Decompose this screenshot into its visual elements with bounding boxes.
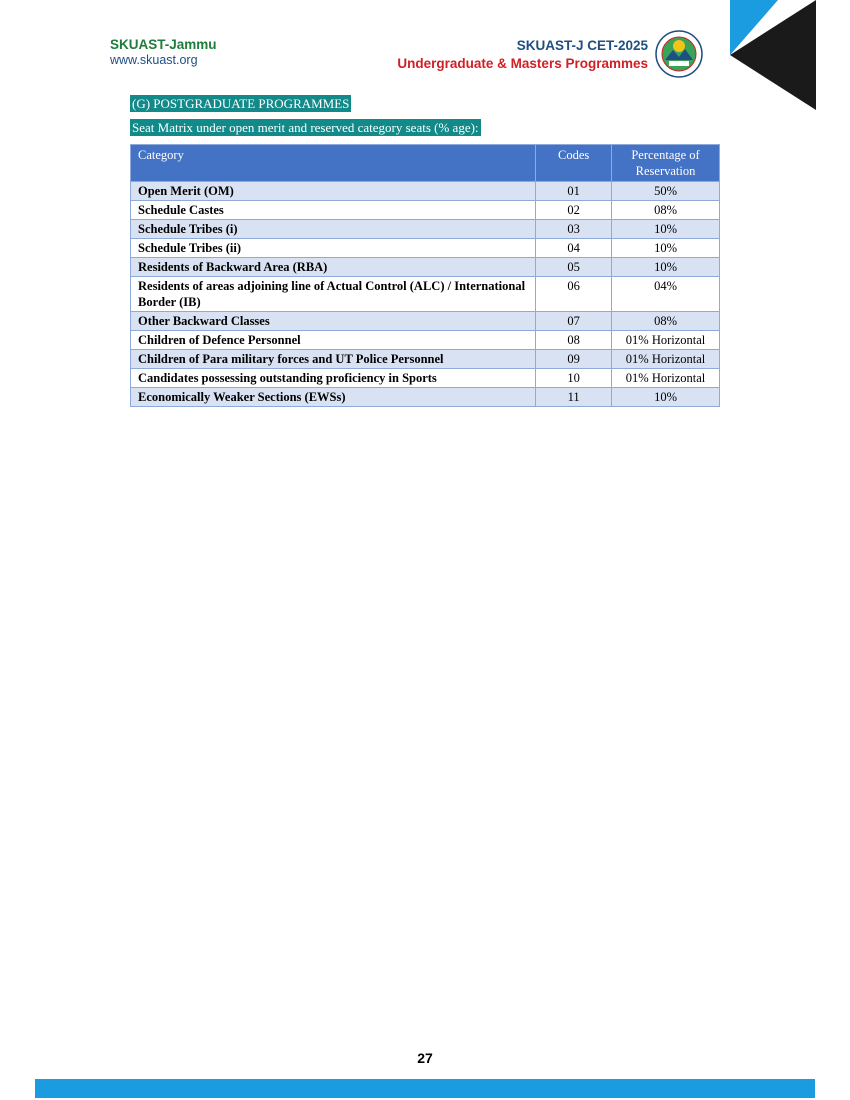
org-name: SKUAST-Jammu xyxy=(110,37,217,52)
code-cell: 06 xyxy=(536,277,612,312)
percentage-cell: 01% Horizontal xyxy=(612,369,720,388)
percentage-cell: 08% xyxy=(612,201,720,220)
code-cell: 03 xyxy=(536,220,612,239)
category-cell: Schedule Castes xyxy=(131,201,536,220)
seat-matrix-table xyxy=(130,144,720,407)
table-row xyxy=(131,331,720,350)
header-left xyxy=(110,37,217,68)
category-cell: Schedule Tribes (ii) xyxy=(131,239,536,258)
percentage-cell: 08% xyxy=(612,312,720,331)
section-subtitle: Seat Matrix under open merit and reserved category seats (% age): xyxy=(132,120,479,135)
programme-title: Undergraduate & Masters Programmes xyxy=(397,56,648,71)
table-row xyxy=(131,220,720,239)
percentage-cell: 10% xyxy=(612,239,720,258)
table-row xyxy=(131,312,720,331)
column-header-percentage: Percentage of Reservation xyxy=(612,145,720,182)
category-cell: Other Backward Classes xyxy=(131,312,536,331)
corner-decoration xyxy=(730,0,816,110)
website-link[interactable]: www.skuast.org xyxy=(110,53,198,67)
table-row xyxy=(131,239,720,258)
percentage-cell: 04% xyxy=(612,277,720,312)
table-row xyxy=(131,201,720,220)
section-title: (G) POSTGRADUATE PROGRAMMES xyxy=(132,96,350,111)
category-cell: Residents of Backward Area (RBA) xyxy=(131,258,536,277)
column-header-codes: Codes xyxy=(536,145,612,182)
percentage-cell: 10% xyxy=(612,388,720,407)
table-header-row xyxy=(131,145,720,182)
category-cell: Candidates possessing outstanding proficiency in Sports xyxy=(131,369,536,388)
percentage-cell: 10% xyxy=(612,258,720,277)
percentage-cell: 10% xyxy=(612,220,720,239)
table-row xyxy=(131,277,720,312)
percentage-cell: 50% xyxy=(612,182,720,201)
code-cell: 08 xyxy=(536,331,612,350)
category-cell: Children of Defence Personnel xyxy=(131,331,536,350)
exam-title: SKUAST-J CET-2025 xyxy=(516,38,648,53)
code-cell: 11 xyxy=(536,388,612,407)
table-row xyxy=(131,182,720,201)
code-cell: 05 xyxy=(536,258,612,277)
code-cell: 09 xyxy=(536,350,612,369)
column-header-category: Category xyxy=(131,145,536,182)
percentage-cell: 01% Horizontal xyxy=(612,331,720,350)
university-seal-icon xyxy=(655,30,703,78)
code-cell: 01 xyxy=(536,182,612,201)
percentage-cell: 01% Horizontal xyxy=(612,350,720,369)
table-row xyxy=(131,350,720,369)
category-cell: Residents of areas adjoining line of Actual Control (ALC) / International Border (IB) xyxy=(131,277,536,312)
table-row xyxy=(131,369,720,388)
code-cell: 04 xyxy=(536,239,612,258)
category-cell: Open Merit (OM) xyxy=(131,182,536,201)
code-cell: 02 xyxy=(536,201,612,220)
code-cell: 10 xyxy=(536,369,612,388)
page-number: 27 xyxy=(417,1050,433,1066)
category-cell: Children of Para military forces and UT Police Personnel xyxy=(131,350,536,369)
code-cell: 07 xyxy=(536,312,612,331)
table-row xyxy=(131,388,720,407)
table-row xyxy=(131,258,720,277)
footer-bar xyxy=(35,1079,815,1098)
header-right xyxy=(397,37,648,73)
category-cell: Economically Weaker Sections (EWSs) xyxy=(131,388,536,407)
category-cell: Schedule Tribes (i) xyxy=(131,220,536,239)
